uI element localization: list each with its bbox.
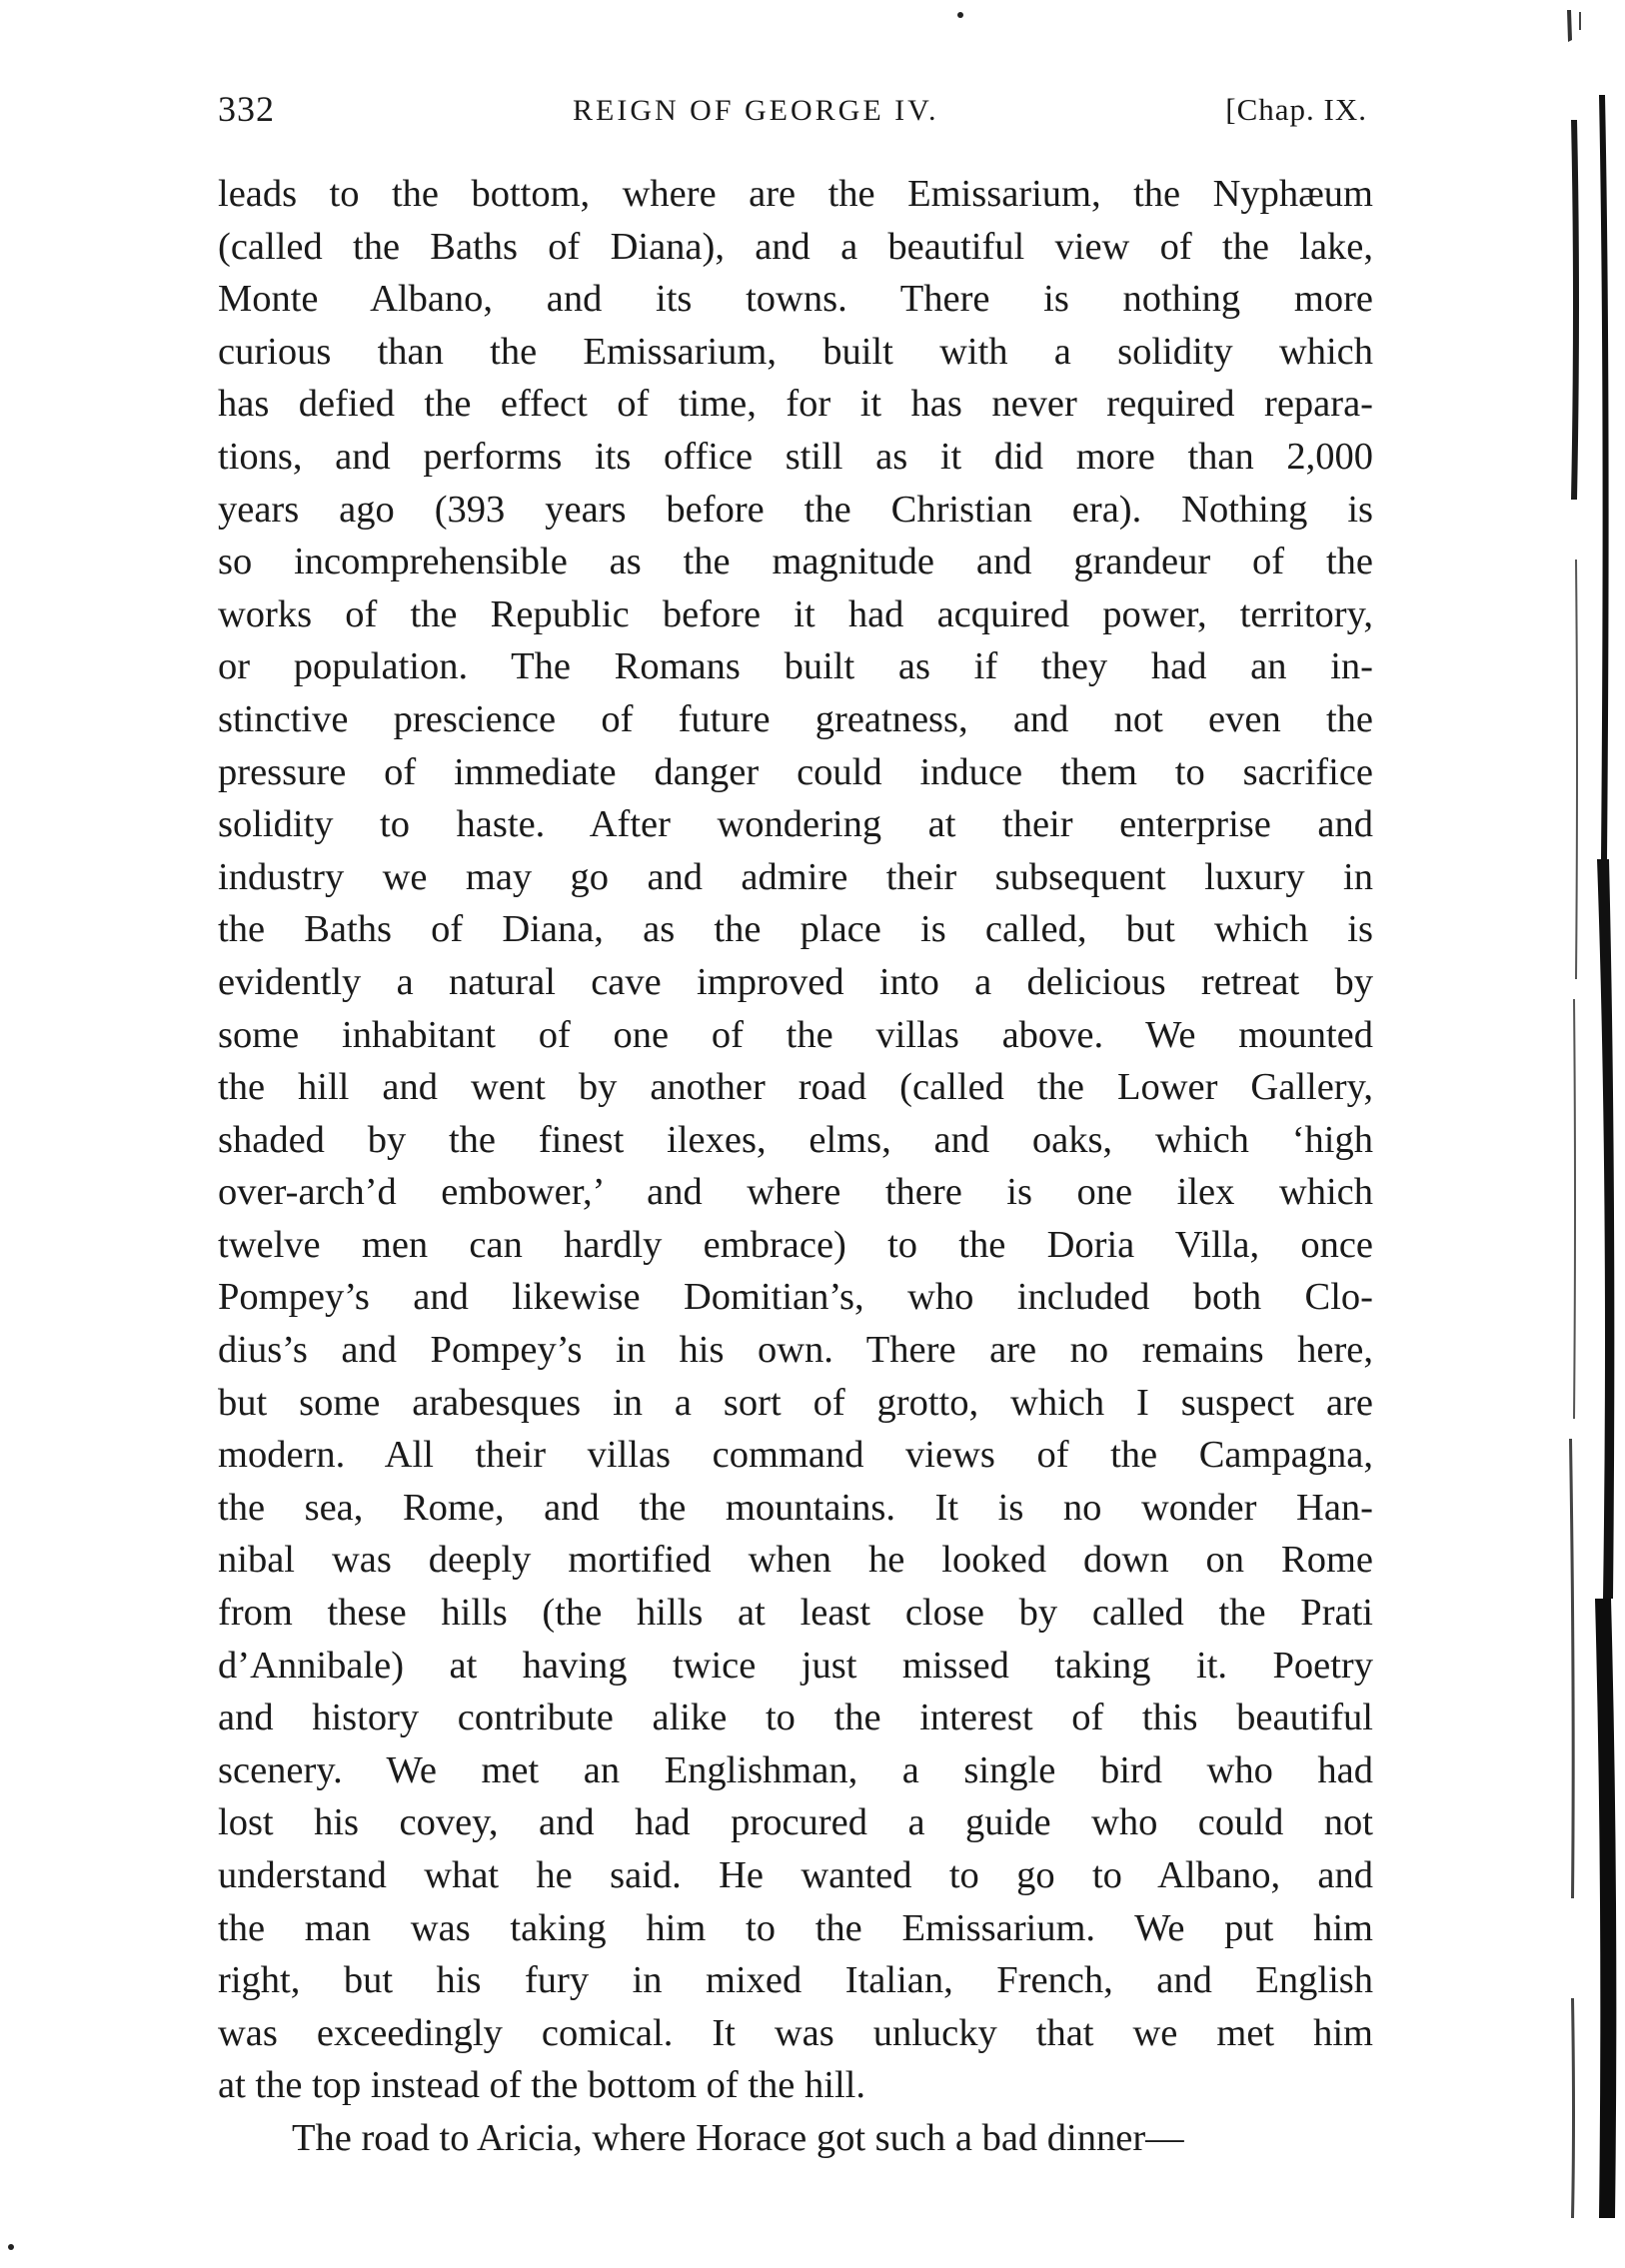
text-line: Monte Albano, and its towns. There is nothing more (218, 278, 1373, 321)
text-line: from these hills (the hills at least close by called the Prati (218, 1592, 1373, 1635)
text-line: understand what he said. He wanted to go to Albano, and (218, 1854, 1373, 1896)
text-line: years ago (393 years before the Christian era). Nothing is (218, 488, 1373, 531)
text-line: nibal was deeply mortified when he looked down on Rome (218, 1539, 1373, 1582)
text-line: lost his covey, and had procured a guide who could not (218, 1801, 1373, 1844)
text-line: but some arabesques in a sort of grotto, which I suspect are (218, 1381, 1373, 1424)
text-line: was exceedingly comical. It was unlucky that we met him (218, 2011, 1373, 2054)
running-header (218, 88, 1367, 138)
text-line: (called the Baths of Diana), and a beautiful view of the lake, (218, 225, 1373, 268)
text-line: at the top instead of the bottom of the hill. (218, 2064, 865, 2107)
text-line: pressure of immediate danger could induce them to sacrifice (218, 750, 1373, 793)
running-title: REIGN OF GEORGE IV. (573, 94, 939, 127)
text-line: and history contribute alike to the interest of this beautiful (218, 1697, 1373, 1739)
text-line: over-arch’d embower,’ and where there is one ilex which (218, 1171, 1373, 1214)
text-line: scenery. We met an Englishman, a single bird who had (218, 1748, 1373, 1791)
text-line: the man was taking him to the Emissarium. We put him (218, 1906, 1373, 1949)
text-line: industry we may go and admire their subsequent luxury in (218, 855, 1373, 898)
body-text (218, 168, 1373, 2165)
text-line: works of the Republic before it had acquired power, territory, (218, 592, 1373, 635)
text-line: tions, and performs its office still as it did more than 2,000 (218, 435, 1373, 478)
print-speck (957, 12, 963, 18)
text-line: has defied the effect of time, for it has never required repara- (218, 383, 1373, 426)
text-line: so incomprehensible as the magnitude and grandeur of the (218, 541, 1373, 583)
text-line: Pompey’s and likewise Domitian’s, who included both Clo- (218, 1276, 1373, 1319)
page-number: 332 (218, 89, 275, 129)
text-line: curious than the Emissarium, built with a solidity which (218, 330, 1373, 373)
text-line: leads to the bottom, where are the Emissarium, the Nyphæum (218, 173, 1373, 215)
text-line: twelve men can hardly embrace) to the Doria Villa, once (218, 1223, 1373, 1266)
chapter-reference: [Chap. IX. (1225, 92, 1367, 127)
text-line: d’Annibale) at having twice just missed taking it. Poetry (218, 1644, 1373, 1687)
text-line: the hill and went by another road (called the Lower Gallery, (218, 1066, 1373, 1109)
text-line: shaded by the finest ilexes, elms, and oaks, which ‘high (218, 1118, 1373, 1161)
text-line: right, but his fury in mixed Italian, French, and English (218, 1959, 1373, 2002)
text-line: evidently a natural cave improved into a delicious retreat by (218, 960, 1373, 1003)
text-line: some inhabitant of one of the villas above. We mounted (218, 1013, 1373, 1056)
text-line: modern. All their villas command views of the Campagna, (218, 1434, 1373, 1477)
text-line: the sea, Rome, and the mountains. It is no wonder Han- (218, 1486, 1373, 1529)
text-line: the Baths of Diana, as the place is called, but which is (218, 908, 1373, 951)
page-edge-ink-mark (1559, 0, 1625, 2264)
text-line: stinctive prescience of future greatness, and not even the (218, 697, 1373, 740)
text-line: dius’s and Pompey’s in his own. There are no remains here, (218, 1329, 1373, 1372)
text-line: or population. The Romans built as if they had an in- (218, 645, 1373, 688)
text-line: solidity to haste. After wondering at their enterprise and (218, 803, 1373, 846)
text-line: The road to Aricia, where Horace got such a bad dinner— (292, 2116, 1184, 2159)
print-speck (8, 2244, 14, 2250)
